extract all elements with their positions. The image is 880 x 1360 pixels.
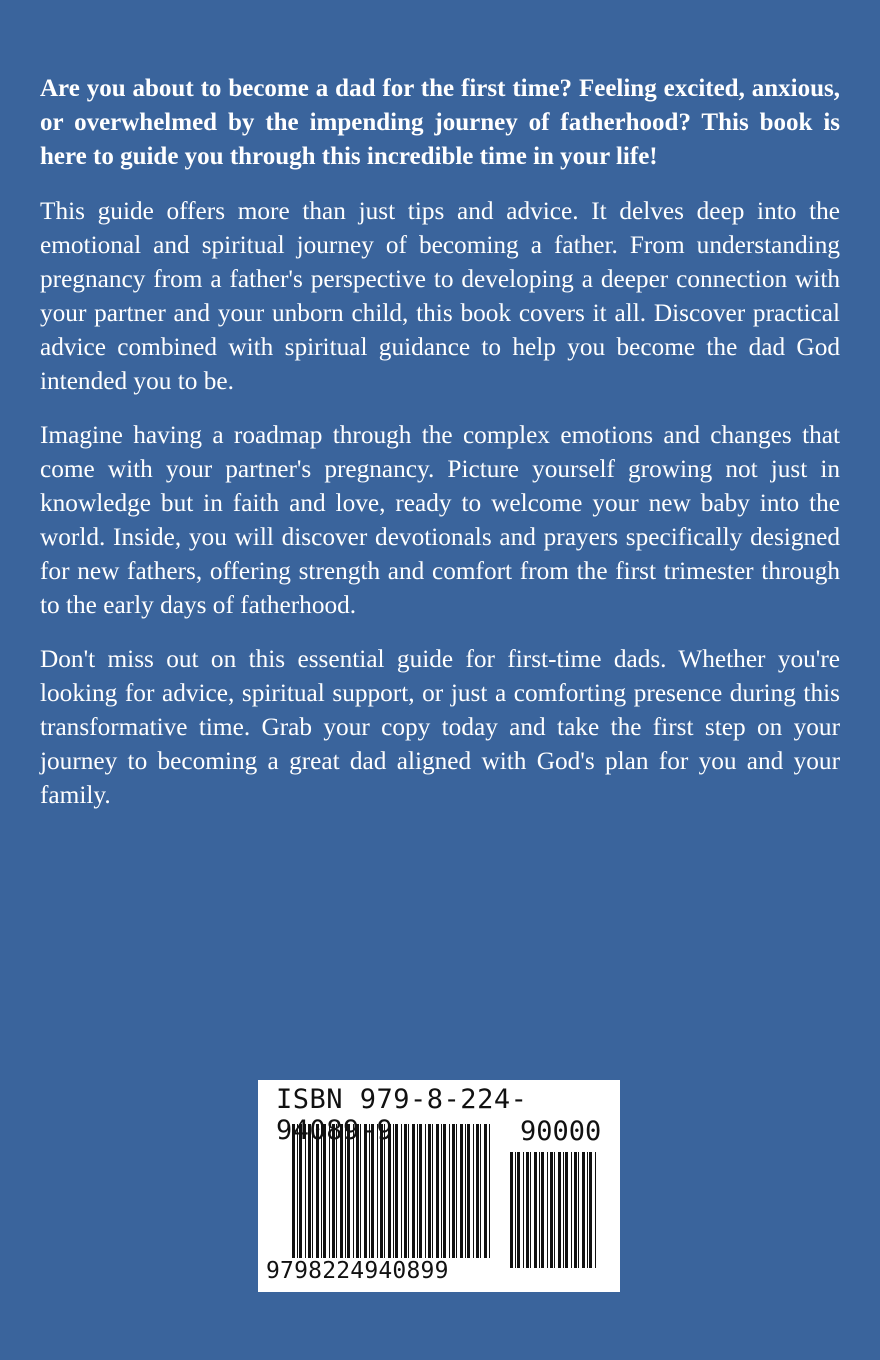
- barcode-bar: [578, 1152, 579, 1268]
- barcode-bar: [526, 1152, 529, 1268]
- barcode-bar: [574, 1152, 577, 1268]
- barcode-bar: [547, 1152, 548, 1268]
- barcode-bar: [589, 1152, 592, 1268]
- blurb-paragraph-3: Don't miss out on this essential guide for first-time dads. Whether you're looking for advice, spiritual support, or just a comforting presence during this transformative time. Grab your copy today and take the first step on your journey to becoming a great dad aligned with God's plan for you and your family.: [40, 645, 840, 809]
- barcode-bar: [595, 1152, 596, 1268]
- barcode-bar: [554, 1152, 555, 1268]
- blurb: [40, 72, 840, 832]
- barcode-bar: [523, 1152, 524, 1268]
- price-addon: 90000: [520, 1116, 602, 1147]
- barcode-bar: [539, 1152, 540, 1268]
- barcode-bar: [530, 1152, 531, 1268]
- barcode-bar: [515, 1152, 516, 1268]
- barcode-bar: [571, 1152, 572, 1268]
- barcode-bar: [563, 1152, 564, 1268]
- blurb-lead: Are you about to become a dad for the first time? Feeling excited, anxious, or overwhelmed by the impending journey of fatherhood? This book is here to guide you through this incredible time in your life!: [40, 75, 840, 170]
- blurb-paragraph-1: This guide offers more than just tips and advice. It delves deep into the emotional and spiritual journey of becoming a father. From understanding pregnancy from a father's perspective to developing a deeper connection with your partner and your unborn child, this book covers it all. Discover practical advice combined with spiritual guidance to help you become the dad God intended you to be.: [40, 197, 840, 395]
- barcode-bar: [510, 1152, 513, 1268]
- barcode-bar: [582, 1152, 585, 1268]
- isbn-barcode: [258, 1080, 620, 1292]
- blurb-paragraph-2: Imagine having a roadmap through the complex emotions and changes that come with your partner's pregnancy. Picture yourself growing not just in knowledge but in faith and love, ready to welcome your new baby into the world. Inside, you will discover devotionals and prayers specifically designed for new fathers, offering strength and comfort from the first trimester through to the early days of fatherhood.: [40, 421, 840, 619]
- isbn-label: ISBN 979-8-224-94089-9: [276, 1084, 528, 1146]
- barcode-bar: [550, 1152, 553, 1268]
- barcode-bar: [517, 1152, 520, 1268]
- barcode-bar: [565, 1152, 568, 1268]
- barcode-bar: [558, 1152, 561, 1268]
- barcode-bar: [534, 1152, 537, 1268]
- barcode-bar: [587, 1152, 588, 1268]
- barcode-bar: [541, 1152, 544, 1268]
- barcode-digits: 9798224940899: [266, 1258, 449, 1284]
